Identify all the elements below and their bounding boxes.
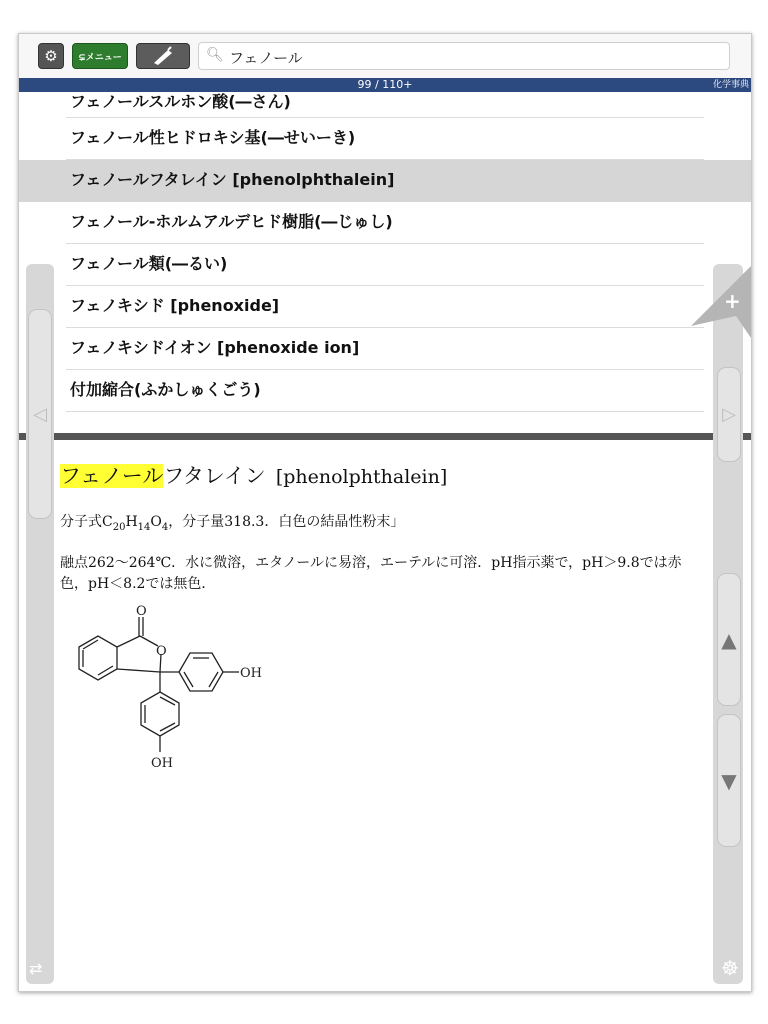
list-item[interactable]: フェノキシドイオン [phenoxide ion] <box>19 328 751 370</box>
search-box[interactable] <box>198 42 730 70</box>
search-input[interactable] <box>227 45 721 69</box>
list-item[interactable]: フェノキシド [phenoxide] <box>19 286 751 328</box>
pen-icon <box>150 47 176 65</box>
menu-button[interactable]: ⊊メニュー <box>72 43 128 69</box>
arrow-down-icon: ▼ <box>721 768 737 793</box>
next-entry-button[interactable] <box>717 367 741 462</box>
settings-button[interactable] <box>38 43 64 69</box>
list-item[interactable]: フェノール類(―るい) <box>19 244 751 286</box>
headword-english: [phenolphthalein] <box>275 466 448 488</box>
helm-icon[interactable]: ☸ <box>721 956 739 980</box>
gear-icon: ⚙ <box>44 47 58 65</box>
list-item[interactable]: フェノールスルホン酸(―さん) <box>19 92 751 118</box>
entry-headword <box>60 460 447 490</box>
svg-text:O: O <box>136 604 147 619</box>
structural-formula <box>57 602 262 772</box>
list-item-selected[interactable]: フェノールフタレイン [phenolphthalein] <box>19 160 751 202</box>
list-item[interactable]: フェノール-ホルムアルデヒド樹脂(―じゅし) <box>19 202 751 244</box>
svg-text:OH: OH <box>151 756 173 771</box>
entry-detail <box>19 440 751 991</box>
chevron-right-icon: ▷ <box>722 404 736 425</box>
plus-icon: + <box>724 289 741 313</box>
add-bookmark-button[interactable] <box>691 266 751 341</box>
molecular-formula: 分子式$C_{20}H_{14}O_4$，分子量318.3．白色の結晶性粉末」 <box>60 514 405 533</box>
headword-rest: フタレイン <box>163 464 266 488</box>
search-highlight: フェノール <box>60 464 164 488</box>
result-count: 99 / 110+ <box>357 78 413 91</box>
app-window <box>18 33 752 992</box>
scroll-down-button[interactable] <box>717 714 741 847</box>
toolbar <box>19 34 751 79</box>
swap-panes-icon[interactable]: ⇄ <box>29 959 43 978</box>
result-list[interactable] <box>19 92 751 432</box>
search-icon: 🔍︎ <box>206 47 224 63</box>
dictionary-name: 化学事典 <box>712 80 749 90</box>
svg-text:O: O <box>156 644 167 659</box>
entry-properties: 融点262〜264℃．水に微溶，エタノールに易溶，エーテルに可溶．pH指示薬で，pH＞9.8では赤色，pH＜8.2では無色． <box>60 555 682 592</box>
handwriting-button[interactable] <box>136 43 190 69</box>
pane-divider[interactable] <box>19 433 751 440</box>
previous-entry-button[interactable] <box>28 309 52 519</box>
list-item[interactable]: 付加縮合(ふかしゅくごう) <box>19 370 751 412</box>
scroll-up-button[interactable] <box>717 573 741 706</box>
chevron-left-icon: ◁ <box>33 403 47 425</box>
svg-text:OH: OH <box>240 666 262 681</box>
list-item[interactable]: フェノール性ヒドロキシ基(―せいーき) <box>19 118 751 160</box>
arrow-up-icon: ▲ <box>721 627 737 652</box>
